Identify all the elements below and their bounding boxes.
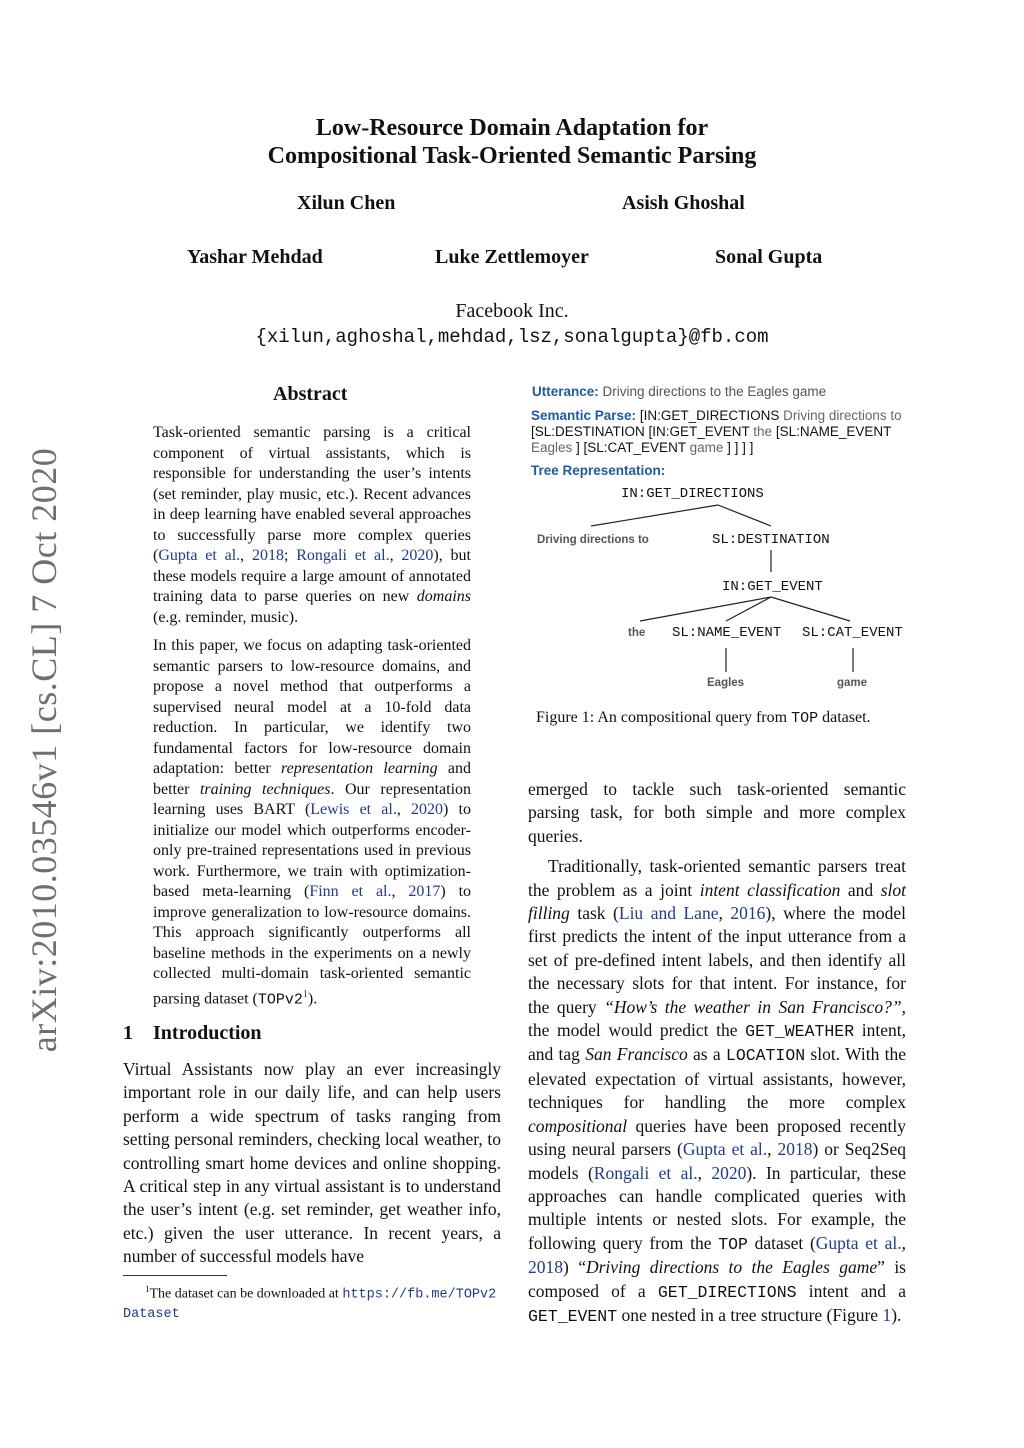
title-line-2: Compositional Task-Oriented Semantic Parsing (267, 143, 757, 169)
abstract-paragraph-1: Task-oriented semantic parsing is a critical component of virtual assistants, which is responsible for understanding the user’s intents (set reminder, play music, etc.). Recent advances in deep learning have enabled several approaches to successfully parse more complex queries (Gupta et al., 2018; Rongali et al., 2020), but these models require a large amount of annotated training data to parse queries on new domains (e.g. reminder, music). (153, 424, 471, 626)
dataset-url-link[interactable]: https://fb.me/TOPv2Dataset (123, 1287, 497, 1322)
affiliation (0, 298, 1024, 350)
tree-node-root: IN:GET_DIRECTIONS (621, 486, 764, 502)
citation-link[interactable]: 2017 (408, 883, 441, 900)
tree-leaf-game: game (837, 677, 868, 689)
author-3: Yashar Mehdad (187, 246, 323, 268)
tree-label: Tree Representation: (531, 463, 666, 478)
tree-node-destination: SL:DESTINATION (712, 532, 830, 548)
figure-reference-link[interactable]: 1 (882, 1304, 892, 1325)
citation-link[interactable]: 2020 (411, 801, 444, 818)
intro-paragraph-1: Virtual Assistants now play an ever increasingly important role in our daily life, and can help users perform a wide spectrum of tasks ranging from setting personal reminders, checking local weather, to controlling smart home devices and online shopping. A critical step in any virtual assistant is to understand the user’s intent (e.g. set reminder, get weather info, etc.) given the user utterance. In recent years, a number of successful models have (123, 1059, 501, 1267)
organization: Facebook Inc. (455, 300, 569, 322)
footnote-divider (123, 1275, 227, 1276)
footnote-mark: 1 (145, 1284, 150, 1294)
arxiv-identifier: arXiv:2010.03546v1 [cs.CL] 7 Oct 2020 (24, 447, 64, 1053)
right-column-text (528, 778, 906, 1328)
email-list: {xilun,aghoshal,mehdad,lsz,sonalgupta}@fb.com (255, 326, 769, 348)
citation-link[interactable]: Lewis et al. (310, 801, 397, 818)
intro-paragraph-1-continued: emerged to tackle such task-oriented semantic parsing task, for both simple and more complex queries. (528, 779, 906, 846)
tree-node-get-event: IN:GET_EVENT (722, 579, 823, 595)
title-line-1: Low-Resource Domain Adaptation for (315, 115, 709, 141)
author-1: Xilun Chen (297, 192, 396, 214)
citation-link[interactable]: Rongali et al. (296, 547, 390, 564)
tree-leaf-the: the (628, 627, 646, 639)
utterance-row: Utterance: Driving directions to the Eagles game (532, 384, 827, 399)
author-2: Asish Ghoshal (622, 192, 745, 214)
semantic-parse-row: Semantic Parse: [IN:GET_DIRECTIONS Driving directions to [SL:DESTINATION [IN:GET_EVENT the [SL:NAME_EVENT Eagles ] [SL:CAT_EVENT game ] ] ] ] (531, 408, 902, 455)
section-title: Introduction (153, 1022, 262, 1044)
citation-link[interactable]: 2020 (401, 547, 434, 564)
citation-link[interactable]: Gupta et al. (815, 1232, 902, 1253)
footnote-link[interactable]: 1 (302, 988, 308, 1000)
section-number: 1 (123, 1022, 133, 1044)
citation-link[interactable]: 2016 (730, 903, 766, 924)
abstract-paragraph-2: In this paper, we focus on adapting task-oriented semantic parsers to low-resource domains, and propose a novel method that outperforms a supervised neural model at a 10-fold data reduction. In particular, we identify two fundamental factors for low-resource domain adaptation: better representation learning and better training techniques. Our representation learning uses BART (Lewis et al., 2020) to initialize our model which outperforms encoder-only pre-trained representations used in previous work. Furthermore, we train with optimization-based meta-learning (Finn et al., 2017) to improve generalization to low-resource domains. This approach significantly outperforms all baseline methods in the experiments on a newly collected multi-domain task-oriented semantic parsing dataset $(TOPv2^1)$. (153, 637, 472, 1008)
figure-caption: Figure 1: An compositional query from TOP dataset. (536, 709, 871, 727)
citation-link[interactable]: Finn et al. (309, 883, 392, 900)
citation-link[interactable]: 2018 (251, 547, 284, 564)
tree-node-name-event: SL:NAME_EVENT (672, 625, 782, 641)
citation-link[interactable]: Gupta et al. (158, 547, 241, 564)
tree-leaf-driving: Driving directions to (537, 534, 649, 546)
paper-title (0, 114, 1024, 170)
citation-link[interactable]: 2020 (711, 1162, 747, 1183)
citation-link[interactable]: 2018 (528, 1257, 563, 1278)
footnote: $^1$The dataset can be downloaded at https://fb.me/TOPv2Dataset (123, 1284, 497, 1322)
citation-link[interactable]: 2018 (777, 1139, 813, 1160)
citation-link[interactable]: Gupta et al. (682, 1139, 768, 1160)
author-4: Luke Zettlemoyer (435, 246, 589, 268)
tree-node-cat-event: SL:CAT_EVENT (802, 625, 903, 641)
intro-paragraph-2: Traditionally, task-oriented semantic parsers treat the problem as a joint intent classification and slot filling task (Liu and Lane, 2016), where the model first predicts the intent of the input utterance from a set of pre-defined intent labels, and then identify all the necessary slots for that intent. For instance, for the query “How’s the weather in San Francisco?”, the model would predict the GET_WEATHER intent, and tag San Francisco as a LOCATION slot. With the elevated expectation of virtual assistants, however, techniques for handling the more complex compositional queries have been proposed recently using neural parsers (Gupta et al., 2018) or Seq2Seq models (Rongali et al., 2020). In particular, these approaches can handle complicated queries with multiple intents or nested slots. For example, the following query from the TOP dataset (Gupta et al., 2018) “Driving directions to the Eagles game” is composed of a GET_DIRECTIONS intent and a GET_EVENT one nested in a tree structure (Figure 1). (528, 856, 907, 1326)
tree-leaf-eagles: Eagles (707, 677, 745, 689)
author-5: Sonal Gupta (715, 246, 823, 268)
citation-link[interactable]: Liu and Lane (618, 903, 719, 924)
citation-link[interactable]: Rongali et al. (593, 1162, 698, 1183)
section-heading (123, 1022, 262, 1045)
abstract-heading: Abstract (273, 383, 348, 405)
figure-1 (528, 380, 908, 700)
